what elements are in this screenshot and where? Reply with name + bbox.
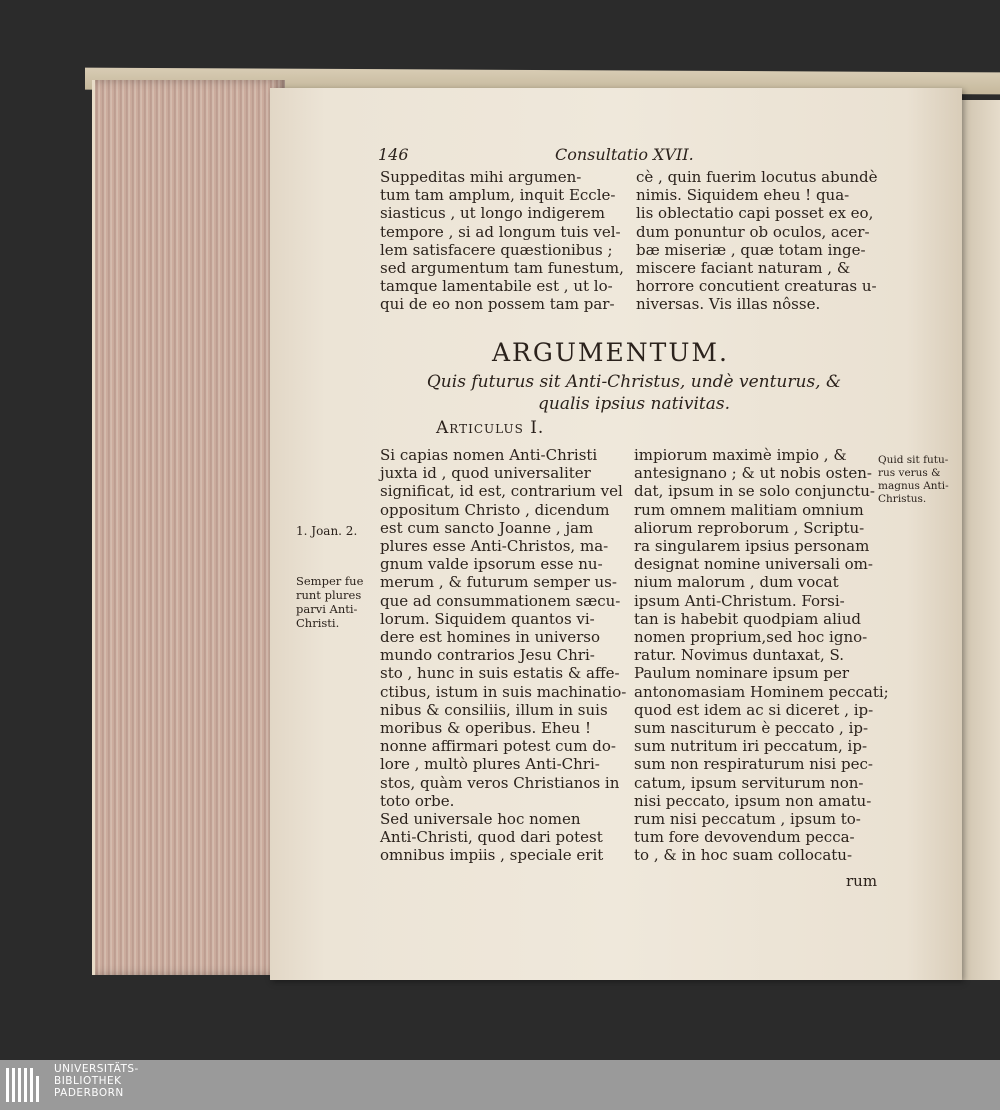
text-line: designat nomine universali om- (634, 555, 873, 574)
text-line: tum tam amplum, inquit Eccle- (380, 186, 616, 205)
library-name-line-2: BIBLIOTHEK (54, 1075, 122, 1087)
text-line: moribus & operibus. Eheu ! (380, 719, 591, 738)
text-line: rum nisi peccatum , ipsum to- (634, 810, 861, 829)
page-number: 146 (378, 145, 409, 164)
text-line: ctibus, istum in suis machinatio- (380, 682, 627, 701)
margin-note-line: magnus Anti- (878, 480, 949, 492)
text-line: aliorum reproborum , Scriptu- (634, 518, 865, 537)
text-line: toto orbe. (380, 791, 455, 810)
text-line: tum fore devovendum pecca- (634, 828, 855, 847)
facing-page-edge (960, 100, 1000, 980)
text-line: siasticus , ut longo indigerem (380, 204, 605, 223)
margin-note-line: Semper fue (296, 574, 364, 588)
text-line: horrore concutient creaturas u- (636, 277, 877, 296)
running-title: Consultatio XVII. (555, 145, 694, 164)
text-line: mundo contrarios Jesu Chri- (380, 646, 595, 665)
section-subheading: Quis futurus sit Anti-Christus, undè venturus, & qualis ipsius nativitas. (426, 372, 842, 414)
text-line: oppositum Christo , dicendum (380, 500, 610, 519)
text-line: lorum. Siquidem quantos vi- (380, 609, 595, 628)
text-line: sed argumentum tam funestum, (380, 259, 624, 278)
text-line: Sed universale hoc nomen (380, 810, 581, 829)
margin-note-line: rus verus & (878, 467, 941, 479)
margin-note-line: parvi Anti- (296, 602, 358, 616)
catchword: rum (846, 872, 878, 890)
article-heading: Articulus I. (436, 418, 545, 438)
text-line: dum ponuntur ob oculos, acer- (636, 222, 870, 241)
text-line: lore , multò plures Anti-Chri- (380, 755, 600, 774)
text-line: rum omnem malitiam omnium (634, 500, 864, 519)
text-line: dat, ipsum in se solo conjunctu- (634, 482, 875, 501)
text-line: omnibus impiis , speciale erit (380, 846, 604, 865)
text-line: antesignano ; & ut nobis osten- (634, 464, 872, 483)
text-line: que ad consummationem sæcu- (380, 591, 621, 610)
margin-note-line: Christus. (878, 493, 927, 505)
text-line: ratur. Novimus duntaxat, S. (634, 646, 845, 665)
margin-reference: 1. Joan. 2. (296, 524, 358, 538)
top-right-column (636, 168, 878, 314)
section-heading: ARGUMENTUM. (492, 338, 729, 367)
text-line: nonne affirmari potest cum do- (380, 737, 616, 756)
text-line: antonomasiam Hominem peccati; (634, 682, 889, 701)
text-line: ipsum Anti-Christum. Forsi- (634, 591, 845, 610)
library-footer (0, 1060, 1000, 1110)
text-line: sum nasciturum è peccato , ip- (634, 719, 869, 738)
page-block-edges (92, 80, 285, 975)
text-line: cè , quin fuerim locutus abundè (636, 168, 878, 186)
margin-note-line: Quid sit futu- (878, 454, 949, 466)
library-name-line-1: UNIVERSITÄTS- (54, 1063, 139, 1075)
text-line: sto , hunc in suis estatis & affe- (380, 664, 620, 683)
text-line: ra singularem ipsius personam (634, 537, 870, 556)
text-line: plures esse Anti-Christos, ma- (380, 537, 609, 556)
text-line: tan is habebit quodpiam aliud (634, 609, 861, 628)
text-line: qui de eo non possem tam par- (380, 295, 615, 314)
text-line: nibus & consiliis, illum in suis (380, 700, 608, 719)
text-line: lis oblectatio capi posset ex eo, (636, 204, 874, 223)
text-line: nomen proprium,sed hoc igno- (634, 628, 868, 647)
text-line: nimis. Siquidem eheu ! qua- (636, 186, 850, 205)
text-line: impiorum maximè impio , & (634, 446, 847, 464)
text-line: miscere faciant naturam , & (636, 259, 851, 278)
text-line: sum nutritum iri peccatum, ip- (634, 737, 868, 756)
text-line: tempore , si ad longum tuis vel- (380, 222, 621, 241)
margin-note-right (878, 454, 949, 506)
text-line: est cum sancto Joanne , jam (380, 518, 594, 537)
text-line: to , & in hoc suam collocatu- (634, 846, 853, 865)
text-line: Anti-Christi, quod dari potest (380, 828, 603, 847)
text-line: bæ miseriæ , quæ totam inge- (636, 240, 866, 259)
text-line: juxta id , quod universaliter (380, 464, 591, 483)
text-line: stos, quàm veros Christianos in (380, 773, 620, 792)
text-line: lem satisfacere quæstionibus ; (380, 240, 613, 259)
text-line: gnum valde ipsorum esse nu- (380, 555, 603, 574)
text-line: catum, ipsum serviturum non- (634, 773, 864, 792)
library-name-line-3: PADERBORN (54, 1087, 124, 1099)
margin-note-left (296, 574, 363, 630)
text-line: nium malorum , dum vocat (634, 573, 839, 592)
text-line: tamque lamentabile est , ut lo- (380, 277, 613, 296)
text-line: Paulum nominare ipsum per (634, 664, 850, 683)
text-line: niversas. Vis illas nôsse. (636, 295, 821, 314)
text-line: sum non respiraturum nisi pec- (634, 755, 873, 774)
top-left-column (380, 168, 624, 314)
text-line: Si capias nomen Anti-Christi (380, 446, 598, 464)
margin-note-line: Christi. (296, 616, 340, 630)
text-line: Suppeditas mihi argumen- (380, 168, 582, 186)
library-logo-icon (6, 1068, 46, 1102)
main-right-column (634, 446, 889, 865)
main-left-column (380, 446, 626, 865)
text-line: quod est idem ac si diceret , ip- (634, 700, 874, 719)
text-line: nisi peccato, ipsum non amatu- (634, 791, 872, 810)
text-line: merum , & futurum semper us- (380, 573, 617, 592)
text-line: significat, id est, contrarium vel (380, 482, 623, 501)
text-line: dere est homines in universo (380, 628, 600, 647)
margin-note-line: runt plures (296, 588, 362, 602)
